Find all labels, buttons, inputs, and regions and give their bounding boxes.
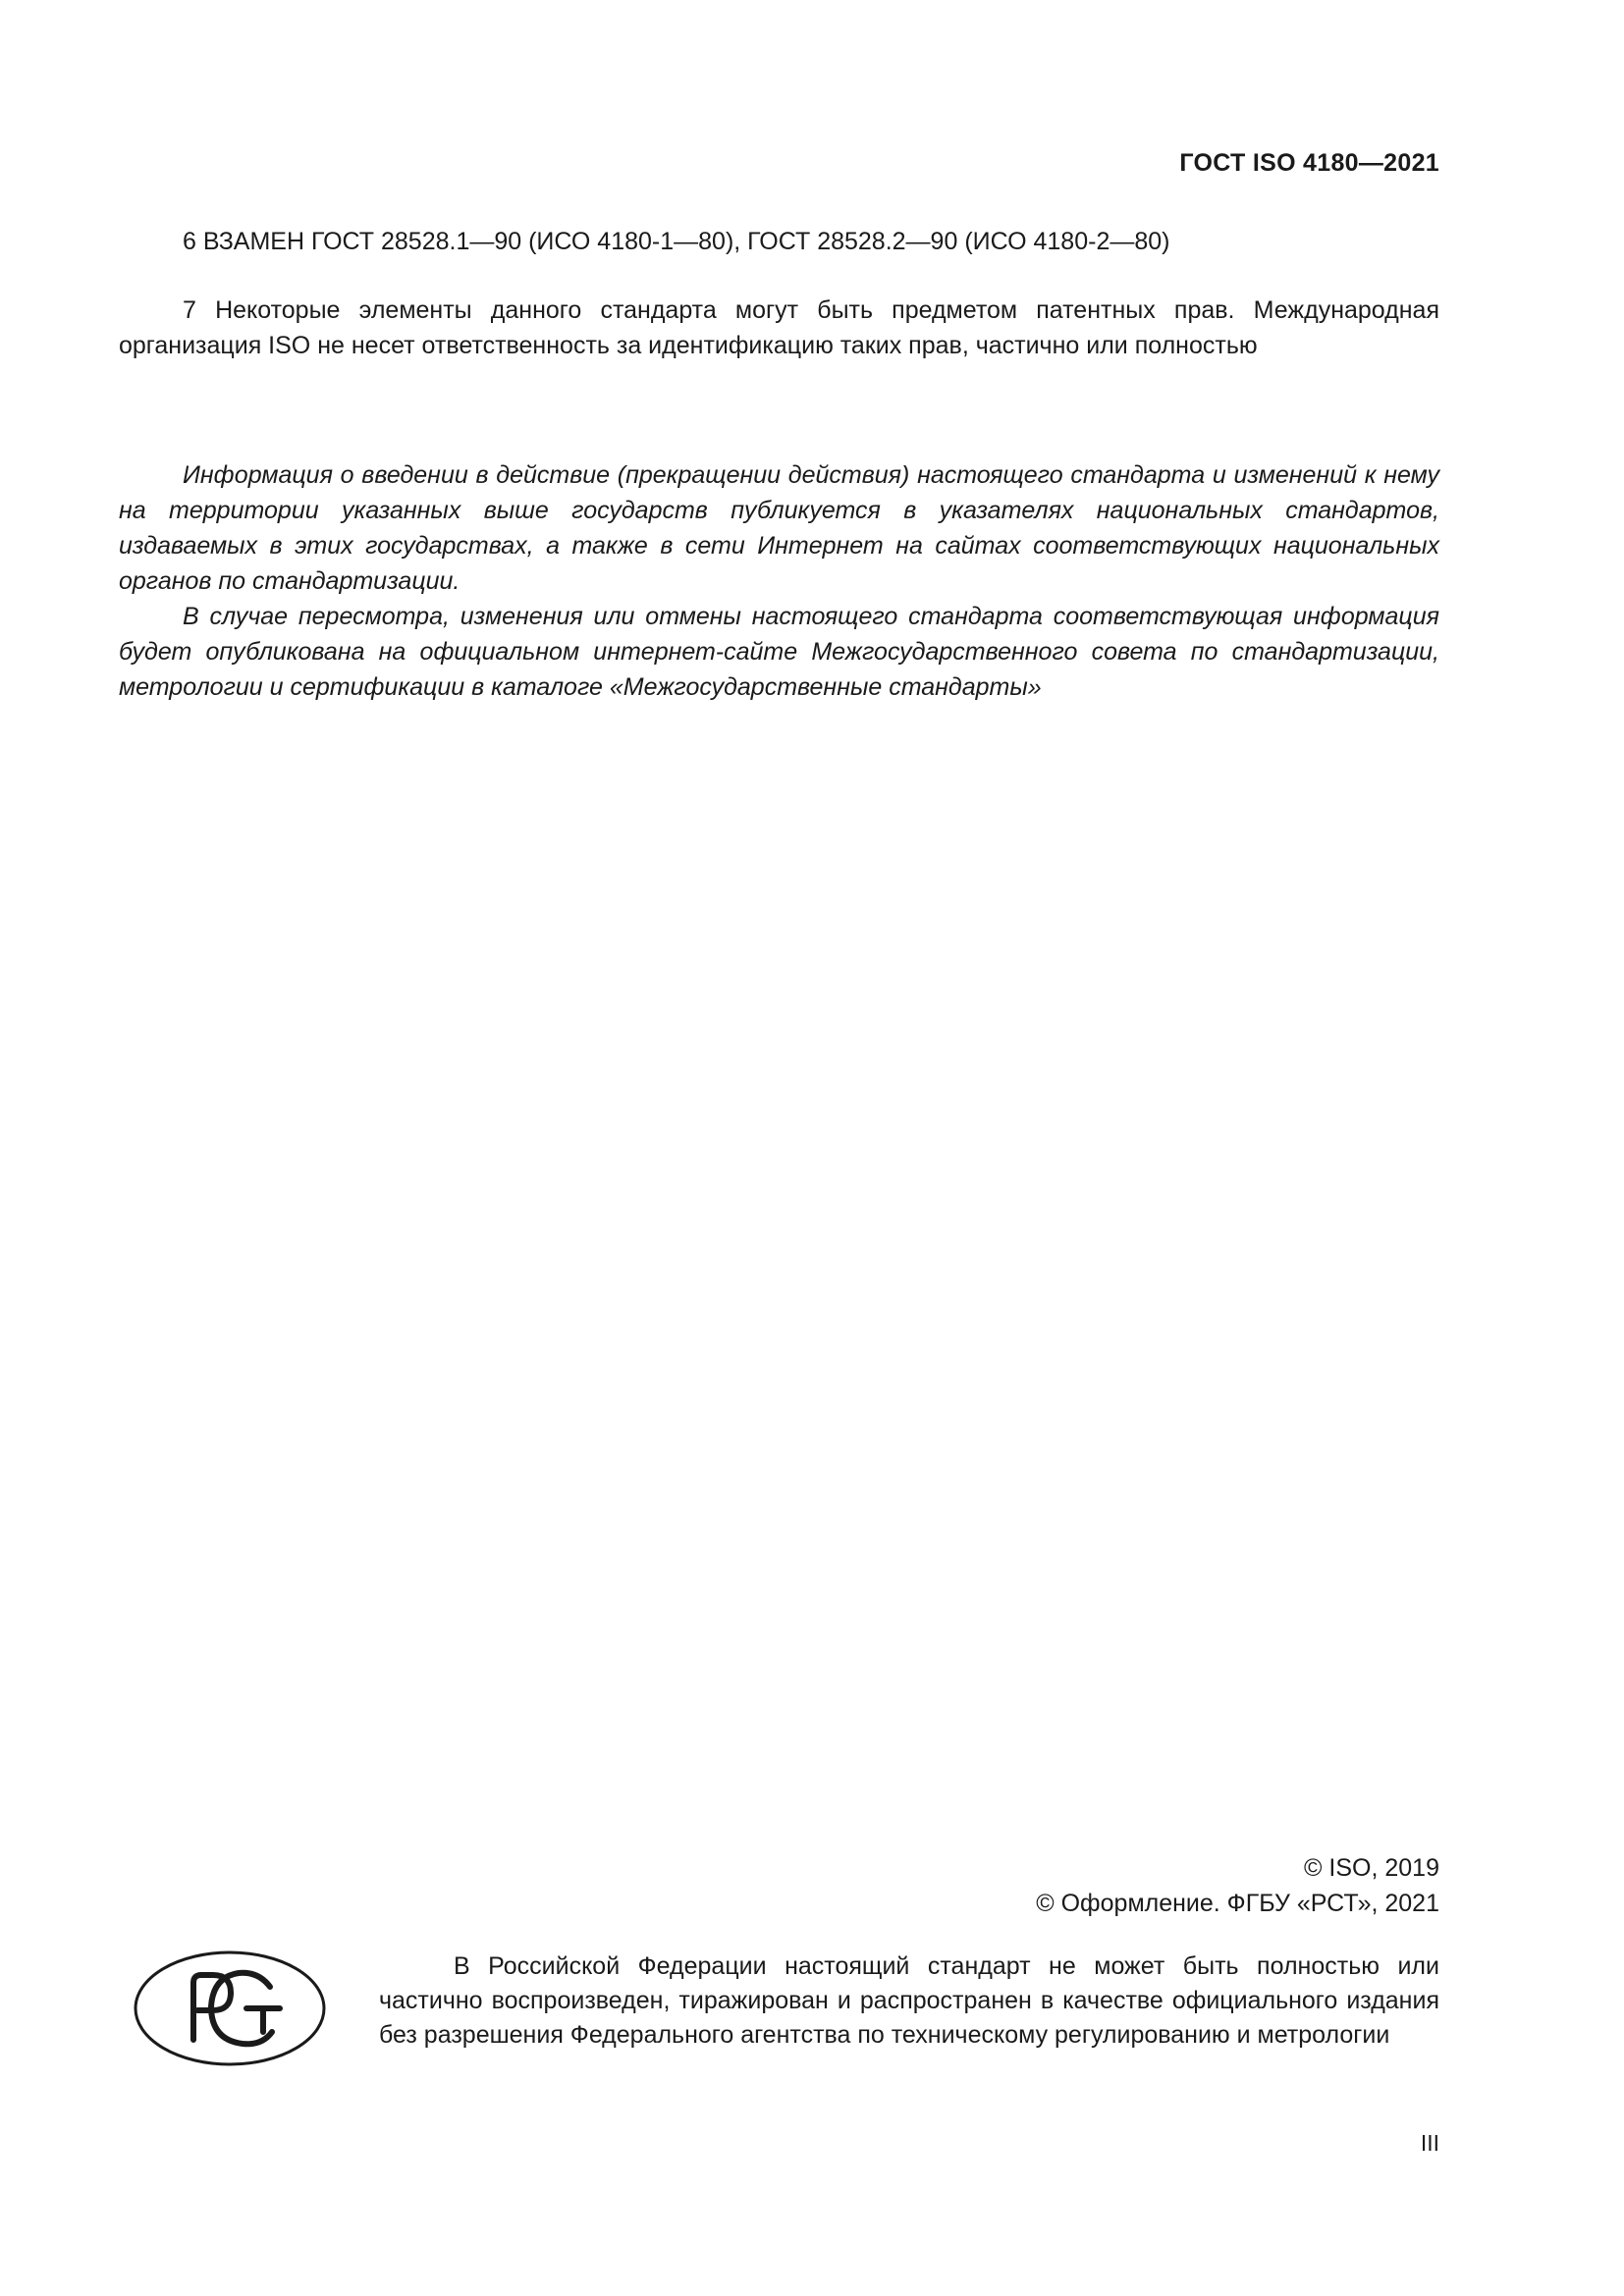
- copyright-design: © Оформление. ФГБУ «РСТ», 2021: [1036, 1890, 1439, 1917]
- item-6-text: 6 ВЗАМЕН ГОСТ 28528.1—90 (ИСО 4180-1—80), ГОСТ 28528.2—90 (ИСО 4180-2—80): [183, 228, 1170, 255]
- reproduction-notice: В Российской Федерации настоящий стандарт не может быть полностью или частично воспроизведен, тиражирован и распространен в качестве официального издания без разрешения Федерального агентства по техническому регулированию и метрологии: [379, 1952, 1439, 2049]
- item-7-block: [119, 293, 1439, 363]
- info-block: [119, 457, 1439, 705]
- info-paragraph-1: Информация о введении в действие (прекращении действия) настоящего стандарта и изменений к нему на территории указанных выше государств публикуется в указателях национальных стандартов, издаваемых в этих государствах, а также в сети Интернет на сайтах соответствующих национальных органов по стандартизации.: [119, 461, 1439, 595]
- item-6-block: [119, 224, 1439, 259]
- copyright-iso: © ISO, 2019: [1304, 1854, 1439, 1882]
- info-paragraph-2: В случае пересмотра, изменения или отмены настоящего стандарта соответствующая информация будет опубликована на официальном интернет-сайте Межгосударственного совета по стандартизации, метрологии и сертификации в каталоге «Межгосударственные стандарты»: [119, 603, 1439, 701]
- document-code-header: ГОСТ ISO 4180—2021: [1179, 149, 1439, 177]
- item-7-text: 7 Некоторые элементы данного стандарта могут быть предметом патентных прав. Международная организация ISO не несет ответственность за идентификацию таких прав, частично или полностью: [119, 296, 1439, 359]
- copyright-block: [1036, 1850, 1439, 1921]
- rst-logo-icon: [133, 1949, 327, 2067]
- page-number: III: [1420, 2130, 1439, 2156]
